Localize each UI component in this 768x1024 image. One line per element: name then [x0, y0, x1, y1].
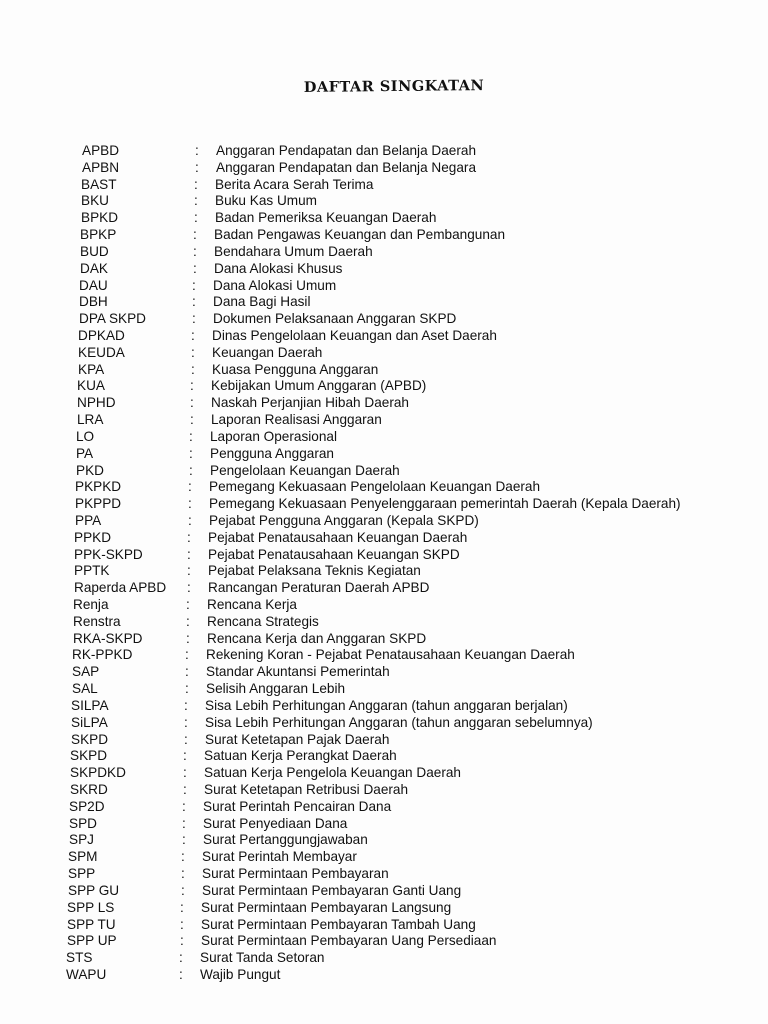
abbreviation-meaning: Pengguna Anggaran [210, 446, 334, 461]
abbreviation-meaning: Keuangan Daerah [212, 345, 323, 360]
abbreviation-row [0, 310, 768, 327]
abbreviation-meaning: Sisa Lebih Perhitungan Anggaran (tahun anggaran sebelumnya) [205, 715, 593, 730]
abbreviation-term: DBH [79, 294, 108, 309]
separator-colon: : [194, 210, 198, 225]
abbreviation-row [0, 495, 768, 512]
abbreviation-row [0, 731, 768, 748]
separator-colon: : [187, 580, 191, 595]
abbreviation-term: DPA SKPD [79, 311, 146, 326]
abbreviation-row [0, 327, 768, 344]
abbreviation-row [0, 562, 768, 579]
abbreviation-meaning: Dana Alokasi Khusus [214, 261, 343, 276]
abbreviation-row [0, 764, 768, 781]
abbreviation-meaning: Selisih Anggaran Lebih [206, 681, 346, 696]
abbreviation-meaning: Dinas Pengelolaan Keuangan dan Aset Daerah [212, 328, 497, 343]
abbreviation-row [0, 344, 768, 361]
abbreviation-term: BPKD [81, 210, 119, 225]
abbreviation-meaning: Pejabat Pelaksana Teknis Kegiatan [208, 563, 421, 578]
abbreviation-term: SiLPA [71, 715, 108, 730]
abbreviation-row [0, 192, 768, 209]
abbreviation-meaning: Surat Permintaan Pembayaran Tambah Uang [201, 917, 476, 932]
abbreviation-term: APBD [82, 143, 120, 158]
abbreviation-meaning: Pemegang Kekuasaan Pengelolaan Keuangan Daerah [209, 479, 541, 494]
abbreviation-row [0, 798, 768, 815]
abbreviation-meaning: Surat Permintaan Pembayaran Ganti Uang [202, 883, 462, 898]
abbreviation-meaning: Surat Perintah Membayar [202, 849, 357, 864]
abbreviation-term: SPP TU [67, 917, 116, 932]
abbreviation-meaning: Surat Permintaan Pembayaran [202, 866, 389, 881]
separator-colon: : [187, 530, 191, 545]
abbreviation-term: NPHD [77, 395, 116, 410]
abbreviation-meaning: Buku Kas Umum [215, 193, 317, 208]
separator-colon: : [186, 597, 190, 612]
abbreviation-meaning: Standar Akuntansi Pemerintah [206, 664, 390, 679]
separator-colon: : [180, 900, 184, 915]
abbreviation-meaning: Dokumen Pelaksanaan Anggaran SKPD [213, 311, 457, 326]
separator-colon: : [188, 513, 192, 528]
abbreviation-term: DPKAD [78, 328, 125, 343]
abbreviation-meaning: Rencana Kerja [207, 597, 297, 612]
separator-colon: : [192, 294, 196, 309]
abbreviation-row [0, 596, 768, 613]
separator-colon: : [189, 429, 193, 444]
abbreviation-term: Renja [73, 597, 109, 612]
separator-colon: : [193, 261, 197, 276]
abbreviation-row [0, 377, 768, 394]
abbreviation-term: PPKD [74, 530, 112, 545]
abbreviation-term: RKA-SKPD [73, 631, 143, 646]
separator-colon: : [189, 446, 193, 461]
abbreviation-row [0, 445, 768, 462]
abbreviation-term: KUA [77, 378, 105, 393]
abbreviation-meaning: Surat Permintaan Pembayaran Langsung [201, 900, 452, 915]
separator-colon: : [183, 765, 187, 780]
abbreviation-row [0, 277, 768, 294]
abbreviation-term: SP2D [69, 799, 105, 814]
abbreviation-term: PPK-SKPD [74, 547, 143, 562]
separator-colon: : [187, 547, 191, 562]
abbreviation-row [0, 226, 768, 243]
separator-colon: : [190, 378, 194, 393]
separator-colon: : [185, 681, 189, 696]
abbreviation-term: RK-PPKD [72, 647, 133, 662]
abbreviation-row [0, 529, 768, 546]
abbreviation-row [0, 546, 768, 563]
abbreviation-row [0, 714, 768, 731]
abbreviation-meaning: Satuan Kerja Pengelola Keuangan Daerah [204, 765, 461, 780]
abbreviation-term: APBN [82, 160, 120, 175]
abbreviation-meaning: Laporan Operasional [210, 429, 337, 444]
abbreviation-row [0, 646, 768, 663]
separator-colon: : [185, 664, 189, 679]
abbreviation-term: KEUDA [78, 345, 125, 360]
separator-colon: : [181, 849, 185, 864]
abbreviation-meaning: Kuasa Pengguna Anggaran [212, 362, 379, 377]
abbreviation-meaning: Anggaran Pendapatan dan Belanja Negara [216, 160, 477, 175]
separator-colon: : [188, 479, 192, 494]
abbreviation-row [0, 899, 768, 916]
separator-colon: : [183, 782, 187, 797]
abbreviation-meaning: Surat Pertanggungjawaban [203, 832, 368, 847]
abbreviation-row [0, 243, 768, 260]
abbreviation-term: SKRD [70, 782, 108, 797]
abbreviation-meaning: Pejabat Penatausahaan Keuangan SKPD [208, 547, 460, 562]
abbreviation-term: PPTK [74, 563, 110, 578]
abbreviation-meaning: Rekening Koran - Pejabat Penatausahaan Keuangan Daerah [206, 647, 575, 662]
separator-colon: : [192, 278, 196, 293]
separator-colon: : [191, 362, 195, 377]
abbreviation-meaning: Anggaran Pendapatan dan Belanja Daerah [216, 143, 477, 158]
abbreviation-meaning: Pemegang Kekuasaan Penyelenggaraan pemerintah Daerah (Kepala Daerah) [209, 496, 681, 511]
separator-colon: : [188, 496, 192, 511]
abbreviation-meaning: Satuan Kerja Perangkat Daerah [204, 748, 397, 763]
separator-colon: : [193, 244, 197, 259]
abbreviation-term: SPP LS [67, 900, 115, 915]
abbreviation-row [0, 159, 768, 176]
separator-colon: : [193, 227, 197, 242]
abbreviation-term: PKPKD [75, 479, 122, 494]
separator-colon: : [180, 917, 184, 932]
abbreviation-row [0, 293, 768, 310]
separator-colon: : [195, 160, 199, 175]
separator-colon: : [179, 950, 183, 965]
separator-colon: : [185, 647, 189, 662]
abbreviation-term: SKPD [70, 748, 108, 763]
abbreviation-row [0, 260, 768, 277]
abbreviation-row [0, 747, 768, 764]
abbreviation-term: SPP [68, 866, 96, 881]
abbreviation-term: SKPDKD [70, 765, 126, 780]
abbreviation-term: DAK [80, 261, 108, 276]
abbreviation-meaning: Laporan Realisasi Anggaran [211, 412, 382, 427]
abbreviation-term: SKPD [71, 732, 109, 747]
abbreviation-row [0, 428, 768, 445]
abbreviation-row [0, 831, 768, 848]
separator-colon: : [186, 614, 190, 629]
abbreviation-row [0, 176, 768, 193]
abbreviation-row [0, 462, 768, 479]
abbreviation-term: SPP UP [67, 933, 117, 948]
abbreviation-row [0, 781, 768, 798]
abbreviation-row [0, 394, 768, 411]
separator-colon: : [195, 143, 199, 158]
separator-colon: : [179, 967, 183, 982]
abbreviation-term: SPD [69, 816, 97, 831]
abbreviation-term: BKU [81, 193, 109, 208]
separator-colon: : [191, 345, 195, 360]
abbreviation-meaning: Badan Pemeriksa Keuangan Daerah [215, 210, 437, 225]
abbreviation-meaning: Berita Acara Serah Terima [215, 177, 374, 192]
abbreviation-row [0, 865, 768, 882]
abbreviation-term: PKPPD [75, 496, 122, 511]
abbreviation-row [0, 579, 768, 596]
abbreviation-term: PPA [75, 513, 102, 528]
separator-colon: : [182, 799, 186, 814]
abbreviation-meaning: Surat Perintah Pencairan Dana [203, 799, 392, 814]
separator-colon: : [184, 698, 188, 713]
separator-colon: : [183, 748, 187, 763]
separator-colon: : [181, 866, 185, 881]
abbreviation-meaning: Pejabat Penatausahaan Keuangan Daerah [208, 530, 468, 545]
abbreviation-term: BUD [80, 244, 109, 259]
separator-colon: : [184, 732, 188, 747]
abbreviation-meaning: Dana Alokasi Umum [213, 278, 337, 293]
abbreviation-term: SAL [72, 681, 98, 696]
abbreviation-row [0, 932, 768, 949]
abbreviation-row [0, 882, 768, 899]
separator-colon: : [184, 715, 188, 730]
abbreviation-term: SILPA [71, 698, 109, 713]
abbreviation-term: STS [66, 950, 93, 965]
abbreviation-row [0, 966, 768, 983]
page-title: DAFTAR SINGKATAN [303, 77, 485, 96]
separator-colon: : [191, 328, 195, 343]
abbreviation-meaning: Surat Permintaan Pembayaran Uang Persediaan [201, 933, 497, 948]
abbreviation-term: KPA [78, 362, 105, 377]
abbreviation-row [0, 815, 768, 832]
abbreviation-row [0, 411, 768, 428]
abbreviation-row [0, 361, 768, 378]
abbreviation-row [0, 512, 768, 529]
abbreviation-term: WAPU [66, 967, 107, 982]
abbreviation-meaning: Surat Tanda Setoran [200, 950, 325, 965]
abbreviation-meaning: Naskah Perjanjian Hibah Daerah [211, 395, 409, 410]
abbreviation-row [0, 848, 768, 865]
abbreviation-row [0, 916, 768, 933]
abbreviation-term: LO [76, 429, 95, 444]
separator-colon: : [187, 563, 191, 578]
abbreviation-term: SPP GU [68, 883, 120, 898]
abbreviation-row [0, 949, 768, 966]
separator-colon: : [190, 412, 194, 427]
abbreviation-row [0, 697, 768, 714]
abbreviation-row [0, 478, 768, 495]
abbreviation-meaning: Surat Ketetapan Pajak Daerah [205, 732, 390, 747]
separator-colon: : [182, 816, 186, 831]
abbreviation-meaning: Pengelolaan Keuangan Daerah [210, 463, 400, 478]
abbreviation-term: Renstra [73, 614, 121, 629]
separator-colon: : [192, 311, 196, 326]
abbreviation-row [0, 630, 768, 647]
abbreviation-meaning: Surat Ketetapan Retribusi Daerah [204, 782, 409, 797]
separator-colon: : [189, 463, 193, 478]
abbreviation-term: BPKP [80, 227, 117, 242]
abbreviation-term: SPJ [69, 832, 94, 847]
abbreviation-meaning: Dana Bagi Hasil [213, 294, 311, 309]
separator-colon: : [181, 883, 185, 898]
abbreviation-term: PA [76, 446, 94, 461]
abbreviation-row [0, 680, 768, 697]
separator-colon: : [190, 395, 194, 410]
abbreviation-meaning: Rencana Kerja dan Anggaran SKPD [207, 631, 427, 646]
abbreviation-meaning: Pejabat Pengguna Anggaran (Kepala SKPD) [209, 513, 479, 528]
abbreviation-meaning: Badan Pengawas Keuangan dan Pembangunan [214, 227, 505, 242]
separator-colon: : [180, 933, 184, 948]
abbreviation-meaning: Kebijakan Umum Anggaran (APBD) [211, 378, 427, 393]
abbreviation-term: SPM [68, 849, 98, 864]
abbreviation-row [0, 142, 768, 159]
separator-colon: : [182, 832, 186, 847]
abbreviation-meaning: Sisa Lebih Perhitungan Anggaran (tahun anggaran berjalan) [205, 698, 568, 713]
abbreviation-term: LRA [77, 412, 104, 427]
separator-colon: : [186, 631, 190, 646]
abbreviation-term: SAP [72, 664, 100, 679]
abbreviation-meaning: Wajib Pungut [200, 967, 281, 982]
abbreviation-meaning: Bendahara Umum Daerah [214, 244, 373, 259]
abbreviation-row [0, 613, 768, 630]
abbreviation-term: Raperda APBD [74, 580, 167, 595]
separator-colon: : [194, 177, 198, 192]
separator-colon: : [194, 193, 198, 208]
abbreviation-term: DAU [79, 278, 108, 293]
abbreviation-meaning: Rancangan Peraturan Daerah APBD [208, 580, 430, 595]
abbreviation-meaning: Surat Penyediaan Dana [203, 816, 348, 831]
abbreviation-row [0, 663, 768, 680]
abbreviation-meaning: Rencana Strategis [207, 614, 319, 629]
abbreviation-term: BAST [81, 177, 117, 192]
abbreviation-row [0, 209, 768, 226]
abbreviation-term: PKD [76, 463, 104, 478]
